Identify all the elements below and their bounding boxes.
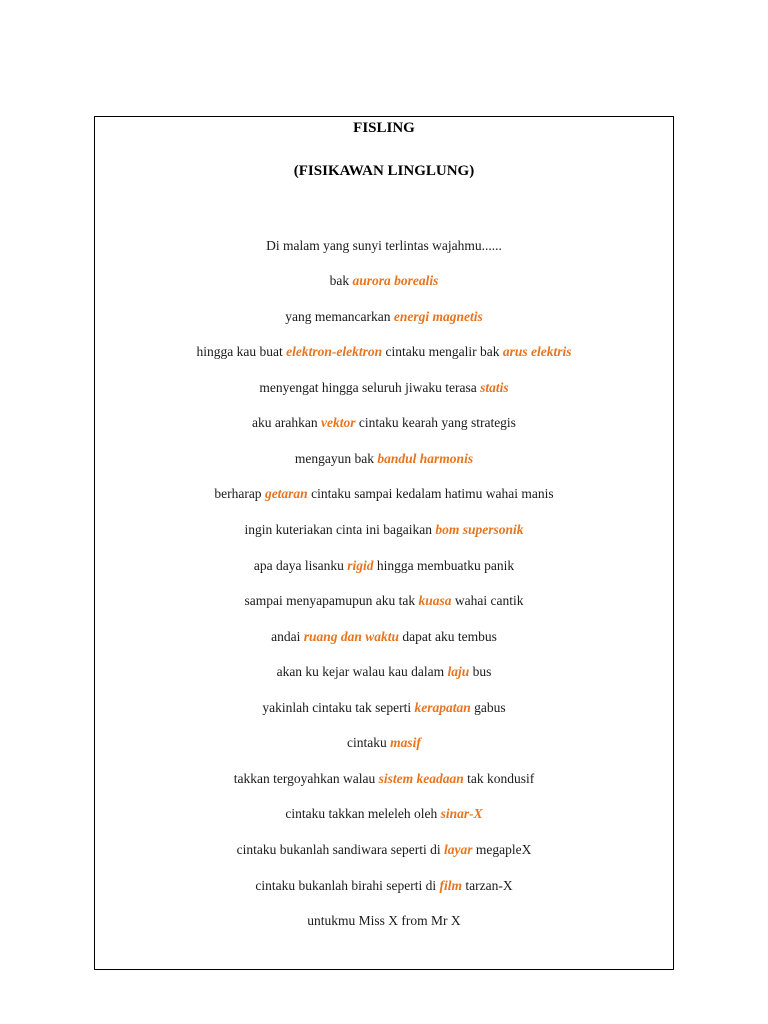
line-text: cintaku kearah yang strategis	[355, 415, 516, 430]
poem-frame	[94, 116, 674, 970]
physics-term: sinar-X	[440, 806, 483, 821]
poem-line	[95, 450, 673, 468]
line-text: untukmu Miss X from Mr X	[307, 913, 461, 928]
physics-term: laju	[447, 664, 470, 679]
line-text: tarzan-X	[461, 878, 513, 893]
line-text: mengayun bak	[294, 451, 378, 466]
line-text: hingga membuatku panik	[373, 558, 515, 573]
line-text: bak	[329, 273, 353, 288]
physics-term: energi magnetis	[393, 309, 483, 324]
physics-term: layar	[443, 842, 473, 857]
line-text: cintaku sampai kedalam hatimu wahai manis	[307, 486, 554, 501]
line-text: sampai menyapamupun aku tak	[244, 593, 419, 608]
line-text: megapleX	[472, 842, 532, 857]
line-text: andai	[271, 629, 304, 644]
poem-title: FISLING	[353, 120, 415, 136]
physics-term: bandul harmonis	[377, 451, 474, 466]
physics-term: arus elektris	[502, 344, 572, 359]
physics-term: rigid	[347, 558, 374, 573]
physics-term: bom supersonik	[435, 522, 524, 537]
physics-term: masif	[390, 735, 421, 750]
line-text: berharap	[214, 486, 265, 501]
line-text: bus	[469, 664, 492, 679]
line-text: cintaku	[347, 735, 391, 750]
line-text: yakinlah cintaku tak seperti	[262, 700, 415, 715]
line-text: Di malam yang sunyi terlintas wajahmu......	[266, 238, 502, 253]
poem-line	[95, 663, 673, 681]
physics-term: statis	[480, 380, 509, 395]
physics-term: vektor	[321, 415, 356, 430]
poem-line	[95, 628, 673, 646]
poem-line	[95, 770, 673, 788]
line-text: cintaku takkan meleleh oleh	[285, 806, 441, 821]
poem-line	[95, 841, 673, 859]
line-text: cintaku mengalir bak	[382, 344, 503, 359]
line-text: hingga kau buat	[196, 344, 287, 359]
line-text: cintaku bukanlah sandiwara seperti di	[236, 842, 444, 857]
line-text: dapat aku tembus	[399, 629, 497, 644]
poem-line	[95, 592, 673, 610]
poem-line	[95, 237, 673, 255]
physics-term: aurora borealis	[352, 273, 439, 288]
poem-line	[95, 877, 673, 895]
line-text: gabus	[470, 700, 506, 715]
poem-line	[95, 521, 673, 539]
poem-line	[95, 557, 673, 575]
line-text: menyengat hingga seluruh jiwaku terasa	[259, 380, 481, 395]
poem-line	[95, 343, 673, 361]
line-text: aku arahkan	[252, 415, 321, 430]
physics-term: sistem keadaan	[378, 771, 464, 786]
line-text: ingin kuteriakan cinta ini bagaikan	[244, 522, 436, 537]
physics-term: ruang dan waktu	[303, 629, 400, 644]
poem-line	[95, 485, 673, 503]
poem-line	[95, 379, 673, 397]
physics-term: elektron-elektron	[286, 344, 383, 359]
poem-line	[95, 734, 673, 752]
poem-line	[95, 414, 673, 432]
physics-term: kerapatan	[414, 700, 471, 715]
poem-subtitle: (FISIKAWAN LINGLUNG)	[293, 163, 475, 179]
poem-line	[95, 308, 673, 326]
line-text: wahai cantik	[451, 593, 524, 608]
line-text: takkan tergoyahkan walau	[233, 771, 379, 786]
poem-line	[95, 699, 673, 717]
line-text: apa daya lisanku	[253, 558, 348, 573]
poem-line	[95, 912, 673, 930]
line-text: tak kondusif	[463, 771, 535, 786]
line-text: cintaku bukanlah birahi seperti di	[255, 878, 440, 893]
physics-term: film	[439, 878, 462, 893]
physics-term: getaran	[264, 486, 308, 501]
line-text: akan ku kejar walau kau dalam	[276, 664, 448, 679]
poem-line	[95, 272, 673, 290]
line-text: yang memancarkan	[285, 309, 394, 324]
poem-line	[95, 805, 673, 823]
physics-term: kuasa	[418, 593, 452, 608]
